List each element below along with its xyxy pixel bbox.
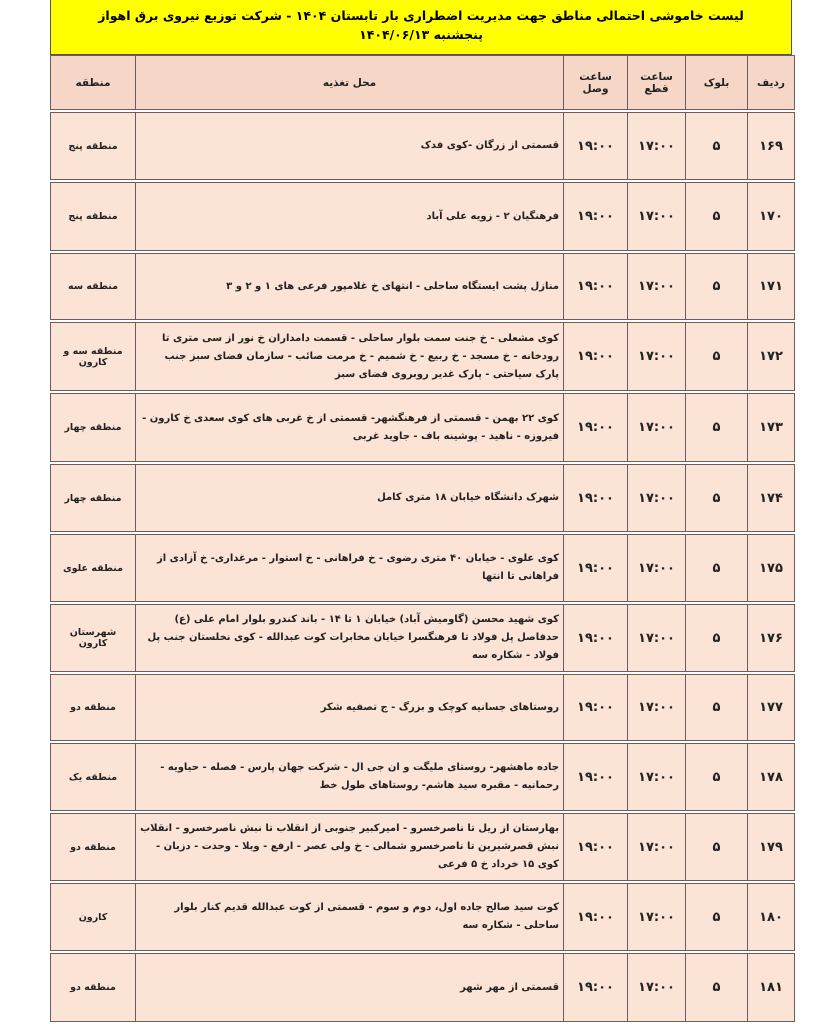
table-row bbox=[51, 113, 795, 180]
cell-connect-time: ۱۹:۰۰ bbox=[564, 323, 628, 391]
cell-block: ۵ bbox=[686, 113, 748, 180]
cell-region: کارون bbox=[51, 884, 136, 951]
page-date: پنجشنبه ۱۴۰۴/۰۶/۱۳ bbox=[359, 27, 483, 42]
cell-connect-time: ۱۹:۰۰ bbox=[564, 814, 628, 881]
cell-location: کوی ۲۲ بهمن - قسمتی از فرهنگشهر- قسمتی از خ غربی های کوی سعدی خ کارون - فیروزه - ناهید - پوشینه باف - جاوید غربی bbox=[136, 394, 564, 462]
cell-connect-time: ۱۹:۰۰ bbox=[564, 394, 628, 462]
cell-block: ۵ bbox=[686, 394, 748, 462]
cell-connect-time: ۱۹:۰۰ bbox=[564, 535, 628, 602]
cell-row-number: ۱۸۰ bbox=[748, 884, 795, 951]
cell-region: منطقه سه bbox=[51, 254, 136, 320]
cell-row-number: ۱۷۴ bbox=[748, 465, 795, 532]
cell-block: ۵ bbox=[686, 744, 748, 811]
cell-cut-time: ۱۷:۰۰ bbox=[628, 535, 686, 602]
cell-region: منطقه سه و کارون bbox=[51, 323, 136, 391]
table-row bbox=[51, 744, 795, 811]
col-cut-time: ساعت قطع bbox=[628, 56, 686, 110]
cell-connect-time: ۱۹:۰۰ bbox=[564, 605, 628, 672]
cell-connect-time: ۱۹:۰۰ bbox=[564, 113, 628, 180]
cell-cut-time: ۱۷:۰۰ bbox=[628, 605, 686, 672]
cell-region: منطقه دو bbox=[51, 675, 136, 741]
cell-location: شهرک دانشگاه خیابان ۱۸ متری کامل bbox=[136, 465, 564, 532]
cell-cut-time: ۱۷:۰۰ bbox=[628, 814, 686, 881]
cell-region: منطقه پنج bbox=[51, 183, 136, 251]
col-location: محل تغذیه bbox=[136, 56, 564, 110]
table-row bbox=[51, 605, 795, 672]
cell-location: بهارستان از ریل تا ناصرخسرو - امیرکبیر جنوبی از انقلاب تا نبش ناصرخسرو - انقلاب نبش قصرشیرین تا ناصرخسرو شمالی - خ ولی عصر - ارفع - ویلا - وحدت - دزبان - کوی ۱۵ خرداد خ ۵ فرعی bbox=[136, 814, 564, 881]
cell-row-number: ۱۷۷ bbox=[748, 675, 795, 741]
page-title: لیست خاموشی احتمالی مناطق جهت مدیریت اضطراری بار تابستان ۱۴۰۴ - شرکت توزیع نیروی برق اهواز bbox=[98, 8, 744, 23]
cell-block: ۵ bbox=[686, 323, 748, 391]
cell-row-number: ۱۷۹ bbox=[748, 814, 795, 881]
cell-row-number: ۱۷۱ bbox=[748, 254, 795, 320]
outage-table bbox=[50, 55, 795, 1022]
table-row bbox=[51, 465, 795, 532]
table-row bbox=[51, 394, 795, 462]
col-block: بلوک bbox=[686, 56, 748, 110]
cell-block: ۵ bbox=[686, 954, 748, 1022]
table-row bbox=[51, 535, 795, 602]
schedule-page bbox=[50, 0, 794, 1022]
cell-location: کوی شهید محسن (گاومیش آباد) خیابان ۱ تا ۱۴ - باند کندرو بلوار امام علی (ع) حدفاصل پل فولاد تا فرهنگسرا خیابان مخابرات کوت عبدالله - کوی نخلستان جنب پل فولاد - شکاره سه bbox=[136, 605, 564, 672]
cell-location: فرهنگیان ۲ - زویه علی آباد bbox=[136, 183, 564, 251]
cell-region: منطقه علوی bbox=[51, 535, 136, 602]
cell-cut-time: ۱۷:۰۰ bbox=[628, 394, 686, 462]
cell-connect-time: ۱۹:۰۰ bbox=[564, 183, 628, 251]
cell-region: منطقه پنج bbox=[51, 113, 136, 180]
cell-row-number: ۱۷۲ bbox=[748, 323, 795, 391]
cell-cut-time: ۱۷:۰۰ bbox=[628, 323, 686, 391]
cell-row-number: ۱۶۹ bbox=[748, 113, 795, 180]
cell-region: منطقه دو bbox=[51, 814, 136, 881]
cell-row-number: ۱۷۳ bbox=[748, 394, 795, 462]
cell-block: ۵ bbox=[686, 465, 748, 532]
cell-row-number: ۱۷۶ bbox=[748, 605, 795, 672]
cell-row-number: ۱۸۱ bbox=[748, 954, 795, 1022]
cell-region: منطقه یک bbox=[51, 744, 136, 811]
cell-cut-time: ۱۷:۰۰ bbox=[628, 183, 686, 251]
cell-cut-time: ۱۷:۰۰ bbox=[628, 675, 686, 741]
cell-block: ۵ bbox=[686, 814, 748, 881]
cell-block: ۵ bbox=[686, 254, 748, 320]
cell-location: کوت سید صالح جاده اول، دوم و سوم - قسمتی از کوت عبدالله قدیم کنار بلوار ساحلی - شکاره سه bbox=[136, 884, 564, 951]
cell-location: قسمتی از زرگان -کوی فدک bbox=[136, 113, 564, 180]
table-row bbox=[51, 675, 795, 741]
cell-location: روستاهای جسانیه کوچک و بزرگ - ج تصفیه شکر bbox=[136, 675, 564, 741]
cell-cut-time: ۱۷:۰۰ bbox=[628, 465, 686, 532]
cell-block: ۵ bbox=[686, 605, 748, 672]
table-row bbox=[51, 323, 795, 391]
table-row bbox=[51, 183, 795, 251]
col-connect-time: ساعت وصل bbox=[564, 56, 628, 110]
cell-row-number: ۱۷۰ bbox=[748, 183, 795, 251]
table-header-row bbox=[51, 56, 795, 110]
cell-region: منطقه دو bbox=[51, 954, 136, 1022]
cell-connect-time: ۱۹:۰۰ bbox=[564, 675, 628, 741]
table-row bbox=[51, 814, 795, 881]
cell-region: منطقه چهار bbox=[51, 465, 136, 532]
cell-location: کوی علوی - خیابان ۴۰ متری رضوی - خ فراهانی - خ استوار - مرغداری- خ آزادی از فراهانی تا انتها bbox=[136, 535, 564, 602]
cell-cut-time: ۱۷:۰۰ bbox=[628, 884, 686, 951]
cell-location: جاده ماهشهر- روستای ملیگت و ان جی ال - شرکت جهان پارس - فصله - حیاویه - رحمانیه - مقبره سید هاشم- روستاهای طول خط bbox=[136, 744, 564, 811]
cell-block: ۵ bbox=[686, 675, 748, 741]
table-row bbox=[51, 254, 795, 320]
cell-row-number: ۱۷۵ bbox=[748, 535, 795, 602]
cell-cut-time: ۱۷:۰۰ bbox=[628, 744, 686, 811]
cell-location: قسمتی از مهر شهر bbox=[136, 954, 564, 1022]
cell-block: ۵ bbox=[686, 183, 748, 251]
cell-connect-time: ۱۹:۰۰ bbox=[564, 465, 628, 532]
cell-block: ۵ bbox=[686, 884, 748, 951]
cell-cut-time: ۱۷:۰۰ bbox=[628, 113, 686, 180]
col-row: ردیف bbox=[748, 56, 795, 110]
cell-connect-time: ۱۹:۰۰ bbox=[564, 254, 628, 320]
cell-row-number: ۱۷۸ bbox=[748, 744, 795, 811]
title-banner bbox=[50, 0, 792, 55]
cell-location: منازل پشت ایستگاه ساحلی - انتهای خ غلامپور فرعی های ۱ و ۲ و ۳ bbox=[136, 254, 564, 320]
cell-cut-time: ۱۷:۰۰ bbox=[628, 954, 686, 1022]
table-row bbox=[51, 954, 795, 1022]
cell-region: منطقه چهار bbox=[51, 394, 136, 462]
cell-connect-time: ۱۹:۰۰ bbox=[564, 954, 628, 1022]
table-row bbox=[51, 884, 795, 951]
cell-cut-time: ۱۷:۰۰ bbox=[628, 254, 686, 320]
cell-block: ۵ bbox=[686, 535, 748, 602]
cell-connect-time: ۱۹:۰۰ bbox=[564, 744, 628, 811]
cell-connect-time: ۱۹:۰۰ bbox=[564, 884, 628, 951]
cell-region: شهرستان کارون bbox=[51, 605, 136, 672]
cell-location: کوی مشعلی - خ جنت سمت بلوار ساحلی - قسمت دامداران خ نور از سی متری تا رودخانه - خ مسجد - خ ربیع - خ شمیم - خ مرمت صائب - سازمان فضای سبز جنب پارک سیاحتی - پارک غدیر روبروی فضای سبز bbox=[136, 323, 564, 391]
col-region: منطقه bbox=[51, 56, 136, 110]
